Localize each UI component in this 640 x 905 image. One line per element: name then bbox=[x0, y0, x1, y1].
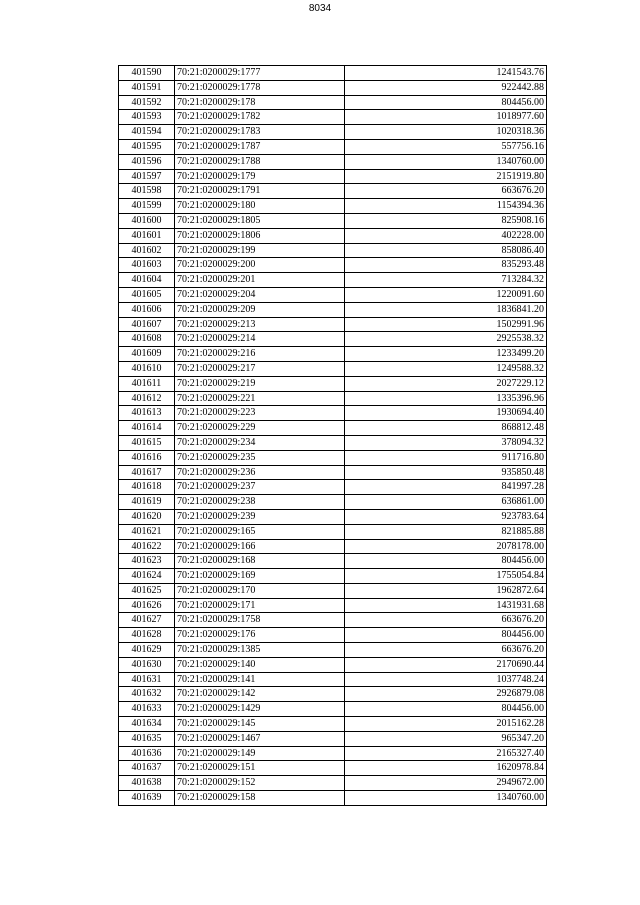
table-row bbox=[119, 480, 547, 495]
cadastral-number-cell: 70:21:0200029:169 bbox=[175, 569, 345, 584]
row-number-cell: 401616 bbox=[119, 450, 175, 465]
table-row bbox=[119, 154, 547, 169]
row-number-cell: 401590 bbox=[119, 66, 175, 81]
cadastral-number-cell: 70:21:0200029:142 bbox=[175, 687, 345, 702]
table-row bbox=[119, 184, 547, 199]
cadastral-number-cell: 70:21:0200029:229 bbox=[175, 421, 345, 436]
cadastral-value-cell: 1249588.32 bbox=[345, 361, 547, 376]
cadastral-value-cell: 636861.00 bbox=[345, 495, 547, 510]
table-row bbox=[119, 376, 547, 391]
row-number-cell: 401597 bbox=[119, 169, 175, 184]
cadastral-number-cell: 70:21:0200029:141 bbox=[175, 672, 345, 687]
cadastral-number-cell: 70:21:0200029:180 bbox=[175, 199, 345, 214]
row-number-cell: 401622 bbox=[119, 539, 175, 554]
cadastral-value-cell: 2170690.44 bbox=[345, 657, 547, 672]
row-number-cell: 401593 bbox=[119, 110, 175, 125]
cadastral-value-cell: 804456.00 bbox=[345, 95, 547, 110]
table-row bbox=[119, 125, 547, 140]
table-row bbox=[119, 731, 547, 746]
row-number-cell: 401638 bbox=[119, 776, 175, 791]
cadastral-value-cell: 1431931.68 bbox=[345, 598, 547, 613]
table-row bbox=[119, 761, 547, 776]
cadastral-value-cell: 2078178.00 bbox=[345, 539, 547, 554]
cadastral-number-cell: 70:21:0200029:149 bbox=[175, 746, 345, 761]
cadastral-number-cell: 70:21:0200029:179 bbox=[175, 169, 345, 184]
row-number-cell: 401628 bbox=[119, 628, 175, 643]
cadastral-value-cell: 2165327.40 bbox=[345, 746, 547, 761]
cadastral-number-cell: 70:21:0200029:1758 bbox=[175, 613, 345, 628]
cadastral-value-cell: 804456.00 bbox=[345, 554, 547, 569]
cadastral-value-cell: 821885.88 bbox=[345, 524, 547, 539]
row-number-cell: 401631 bbox=[119, 672, 175, 687]
cadastral-value-cell: 663676.20 bbox=[345, 184, 547, 199]
table-row bbox=[119, 539, 547, 554]
cadastral-value-cell: 1233499.20 bbox=[345, 347, 547, 362]
row-number-cell: 401610 bbox=[119, 361, 175, 376]
table-row bbox=[119, 347, 547, 362]
cadastral-number-cell: 70:21:0200029:1778 bbox=[175, 80, 345, 95]
cadastral-number-cell: 70:21:0200029:223 bbox=[175, 406, 345, 421]
table-row bbox=[119, 213, 547, 228]
cadastral-value-cell: 1340760.00 bbox=[345, 791, 547, 806]
cadastral-value-cell: 1241543.76 bbox=[345, 66, 547, 81]
row-number-cell: 401627 bbox=[119, 613, 175, 628]
table-row bbox=[119, 258, 547, 273]
table-row bbox=[119, 583, 547, 598]
cadastral-value-cell: 1335396.96 bbox=[345, 391, 547, 406]
cadastral-value-table bbox=[118, 65, 547, 806]
row-number-cell: 401605 bbox=[119, 287, 175, 302]
cadastral-value-cell: 2949672.00 bbox=[345, 776, 547, 791]
cadastral-value-cell: 923783.64 bbox=[345, 509, 547, 524]
row-number-cell: 401592 bbox=[119, 95, 175, 110]
table-row bbox=[119, 717, 547, 732]
cadastral-value-cell: 2925538.32 bbox=[345, 332, 547, 347]
table-row bbox=[119, 317, 547, 332]
cadastral-number-cell: 70:21:0200029:176 bbox=[175, 628, 345, 643]
cadastral-number-cell: 70:21:0200029:140 bbox=[175, 657, 345, 672]
cadastral-value-cell: 1018977.60 bbox=[345, 110, 547, 125]
cadastral-value-cell: 2926879.08 bbox=[345, 687, 547, 702]
cadastral-value-cell: 1930694.40 bbox=[345, 406, 547, 421]
table-row bbox=[119, 169, 547, 184]
row-number-cell: 401608 bbox=[119, 332, 175, 347]
cadastral-number-cell: 70:21:0200029:1806 bbox=[175, 228, 345, 243]
table-row bbox=[119, 80, 547, 95]
table-row bbox=[119, 613, 547, 628]
cadastral-value-cell: 1340760.00 bbox=[345, 154, 547, 169]
cadastral-number-cell: 70:21:0200029:168 bbox=[175, 554, 345, 569]
table-row bbox=[119, 465, 547, 480]
cadastral-value-cell: 1755054.84 bbox=[345, 569, 547, 584]
cadastral-value-cell: 1037748.24 bbox=[345, 672, 547, 687]
table-row bbox=[119, 776, 547, 791]
cadastral-value-cell: 935850.48 bbox=[345, 465, 547, 480]
row-number-cell: 401626 bbox=[119, 598, 175, 613]
row-number-cell: 401598 bbox=[119, 184, 175, 199]
table-row bbox=[119, 110, 547, 125]
cadastral-value-cell: 1620978.84 bbox=[345, 761, 547, 776]
row-number-cell: 401596 bbox=[119, 154, 175, 169]
cadastral-number-cell: 70:21:0200029:1385 bbox=[175, 643, 345, 658]
row-number-cell: 401635 bbox=[119, 731, 175, 746]
cadastral-value-cell: 922442.88 bbox=[345, 80, 547, 95]
cadastral-number-cell: 70:21:0200029:1429 bbox=[175, 702, 345, 717]
row-number-cell: 401612 bbox=[119, 391, 175, 406]
cadastral-number-cell: 70:21:0200029:178 bbox=[175, 95, 345, 110]
cadastral-value-cell: 1836841.20 bbox=[345, 302, 547, 317]
cadastral-value-cell: 1502991.96 bbox=[345, 317, 547, 332]
row-number-cell: 401594 bbox=[119, 125, 175, 140]
cadastral-number-cell: 70:21:0200029:221 bbox=[175, 391, 345, 406]
cadastral-value-cell: 2151919.80 bbox=[345, 169, 547, 184]
cadastral-value-cell: 1020318.36 bbox=[345, 125, 547, 140]
cadastral-value-cell: 2027229.12 bbox=[345, 376, 547, 391]
row-number-cell: 401603 bbox=[119, 258, 175, 273]
row-number-cell: 401599 bbox=[119, 199, 175, 214]
cadastral-number-cell: 70:21:0200029:213 bbox=[175, 317, 345, 332]
table-row bbox=[119, 66, 547, 81]
cadastral-number-cell: 70:21:0200029:1805 bbox=[175, 213, 345, 228]
cadastral-number-cell: 70:21:0200029:1467 bbox=[175, 731, 345, 746]
table-row bbox=[119, 628, 547, 643]
cadastral-number-cell: 70:21:0200029:238 bbox=[175, 495, 345, 510]
cadastral-number-cell: 70:21:0200029:236 bbox=[175, 465, 345, 480]
table-body bbox=[119, 66, 547, 806]
cadastral-number-cell: 70:21:0200029:166 bbox=[175, 539, 345, 554]
cadastral-number-cell: 70:21:0200029:200 bbox=[175, 258, 345, 273]
cadastral-value-cell: 841997.28 bbox=[345, 480, 547, 495]
row-number-cell: 401623 bbox=[119, 554, 175, 569]
cadastral-number-cell: 70:21:0200029:239 bbox=[175, 509, 345, 524]
cadastral-number-cell: 70:21:0200029:170 bbox=[175, 583, 345, 598]
table-row bbox=[119, 791, 547, 806]
cadastral-number-cell: 70:21:0200029:1783 bbox=[175, 125, 345, 140]
row-number-cell: 401639 bbox=[119, 791, 175, 806]
row-number-cell: 401591 bbox=[119, 80, 175, 95]
row-number-cell: 401600 bbox=[119, 213, 175, 228]
row-number-cell: 401621 bbox=[119, 524, 175, 539]
row-number-cell: 401619 bbox=[119, 495, 175, 510]
cadastral-value-cell: 835293.48 bbox=[345, 258, 547, 273]
cadastral-number-cell: 70:21:0200029:1787 bbox=[175, 139, 345, 154]
cadastral-value-cell: 2015162.28 bbox=[345, 717, 547, 732]
row-number-cell: 401632 bbox=[119, 687, 175, 702]
cadastral-value-cell: 402228.00 bbox=[345, 228, 547, 243]
table-row bbox=[119, 95, 547, 110]
table-row bbox=[119, 406, 547, 421]
cadastral-number-cell: 70:21:0200029:235 bbox=[175, 450, 345, 465]
cadastral-value-cell: 663676.20 bbox=[345, 643, 547, 658]
table-row bbox=[119, 391, 547, 406]
cadastral-number-cell: 70:21:0200029:152 bbox=[175, 776, 345, 791]
cadastral-value-cell: 1220091.60 bbox=[345, 287, 547, 302]
cadastral-number-cell: 70:21:0200029:145 bbox=[175, 717, 345, 732]
row-number-cell: 401595 bbox=[119, 139, 175, 154]
table-row bbox=[119, 302, 547, 317]
table-row bbox=[119, 228, 547, 243]
table-row bbox=[119, 287, 547, 302]
row-number-cell: 401613 bbox=[119, 406, 175, 421]
cadastral-value-cell: 378094.32 bbox=[345, 435, 547, 450]
cadastral-number-cell: 70:21:0200029:209 bbox=[175, 302, 345, 317]
cadastral-number-cell: 70:21:0200029:234 bbox=[175, 435, 345, 450]
cadastral-value-cell: 663676.20 bbox=[345, 613, 547, 628]
cadastral-number-cell: 70:21:0200029:237 bbox=[175, 480, 345, 495]
cadastral-value-cell: 1154394.36 bbox=[345, 199, 547, 214]
cadastral-value-cell: 804456.00 bbox=[345, 702, 547, 717]
cadastral-number-cell: 70:21:0200029:214 bbox=[175, 332, 345, 347]
table-row bbox=[119, 672, 547, 687]
cadastral-number-cell: 70:21:0200029:217 bbox=[175, 361, 345, 376]
cadastral-number-cell: 70:21:0200029:201 bbox=[175, 273, 345, 288]
row-number-cell: 401624 bbox=[119, 569, 175, 584]
cadastral-number-cell: 70:21:0200029:171 bbox=[175, 598, 345, 613]
row-number-cell: 401604 bbox=[119, 273, 175, 288]
page-number: 8034 bbox=[308, 3, 332, 14]
table-row bbox=[119, 554, 547, 569]
table-row bbox=[119, 509, 547, 524]
row-number-cell: 401611 bbox=[119, 376, 175, 391]
table-row bbox=[119, 569, 547, 584]
row-number-cell: 401633 bbox=[119, 702, 175, 717]
row-number-cell: 401620 bbox=[119, 509, 175, 524]
cadastral-number-cell: 70:21:0200029:1788 bbox=[175, 154, 345, 169]
cadastral-number-cell: 70:21:0200029:158 bbox=[175, 791, 345, 806]
row-number-cell: 401607 bbox=[119, 317, 175, 332]
cadastral-value-cell: 713284.32 bbox=[345, 273, 547, 288]
row-number-cell: 401614 bbox=[119, 421, 175, 436]
cadastral-number-cell: 70:21:0200029:165 bbox=[175, 524, 345, 539]
cadastral-value-cell: 1962872.64 bbox=[345, 583, 547, 598]
cadastral-value-cell: 858086.40 bbox=[345, 243, 547, 258]
table-row bbox=[119, 643, 547, 658]
table-row bbox=[119, 702, 547, 717]
table-row bbox=[119, 657, 547, 672]
row-number-cell: 401609 bbox=[119, 347, 175, 362]
cadastral-number-cell: 70:21:0200029:151 bbox=[175, 761, 345, 776]
row-number-cell: 401618 bbox=[119, 480, 175, 495]
table-row bbox=[119, 524, 547, 539]
row-number-cell: 401625 bbox=[119, 583, 175, 598]
row-number-cell: 401630 bbox=[119, 657, 175, 672]
table-row bbox=[119, 746, 547, 761]
table-row bbox=[119, 139, 547, 154]
cadastral-number-cell: 70:21:0200029:204 bbox=[175, 287, 345, 302]
cadastral-number-cell: 70:21:0200029:1782 bbox=[175, 110, 345, 125]
table-row bbox=[119, 199, 547, 214]
cadastral-value-cell: 804456.00 bbox=[345, 628, 547, 643]
table-row bbox=[119, 495, 547, 510]
cadastral-number-cell: 70:21:0200029:1791 bbox=[175, 184, 345, 199]
row-number-cell: 401634 bbox=[119, 717, 175, 732]
table-row bbox=[119, 273, 547, 288]
table-row bbox=[119, 361, 547, 376]
table-row bbox=[119, 421, 547, 436]
row-number-cell: 401629 bbox=[119, 643, 175, 658]
cadastral-value-cell: 911716.80 bbox=[345, 450, 547, 465]
row-number-cell: 401615 bbox=[119, 435, 175, 450]
row-number-cell: 401636 bbox=[119, 746, 175, 761]
cadastral-value-cell: 965347.20 bbox=[345, 731, 547, 746]
cadastral-value-cell: 868812.48 bbox=[345, 421, 547, 436]
cadastral-number-cell: 70:21:0200029:199 bbox=[175, 243, 345, 258]
row-number-cell: 401637 bbox=[119, 761, 175, 776]
table-row bbox=[119, 243, 547, 258]
cadastral-value-cell: 825908.16 bbox=[345, 213, 547, 228]
row-number-cell: 401601 bbox=[119, 228, 175, 243]
cadastral-number-cell: 70:21:0200029:219 bbox=[175, 376, 345, 391]
table-row bbox=[119, 598, 547, 613]
cadastral-value-cell: 557756.16 bbox=[345, 139, 547, 154]
table-row bbox=[119, 687, 547, 702]
cadastral-number-cell: 70:21:0200029:1777 bbox=[175, 66, 345, 81]
cadastral-number-cell: 70:21:0200029:216 bbox=[175, 347, 345, 362]
table-row bbox=[119, 332, 547, 347]
row-number-cell: 401617 bbox=[119, 465, 175, 480]
row-number-cell: 401606 bbox=[119, 302, 175, 317]
row-number-cell: 401602 bbox=[119, 243, 175, 258]
table-row bbox=[119, 435, 547, 450]
table-row bbox=[119, 450, 547, 465]
